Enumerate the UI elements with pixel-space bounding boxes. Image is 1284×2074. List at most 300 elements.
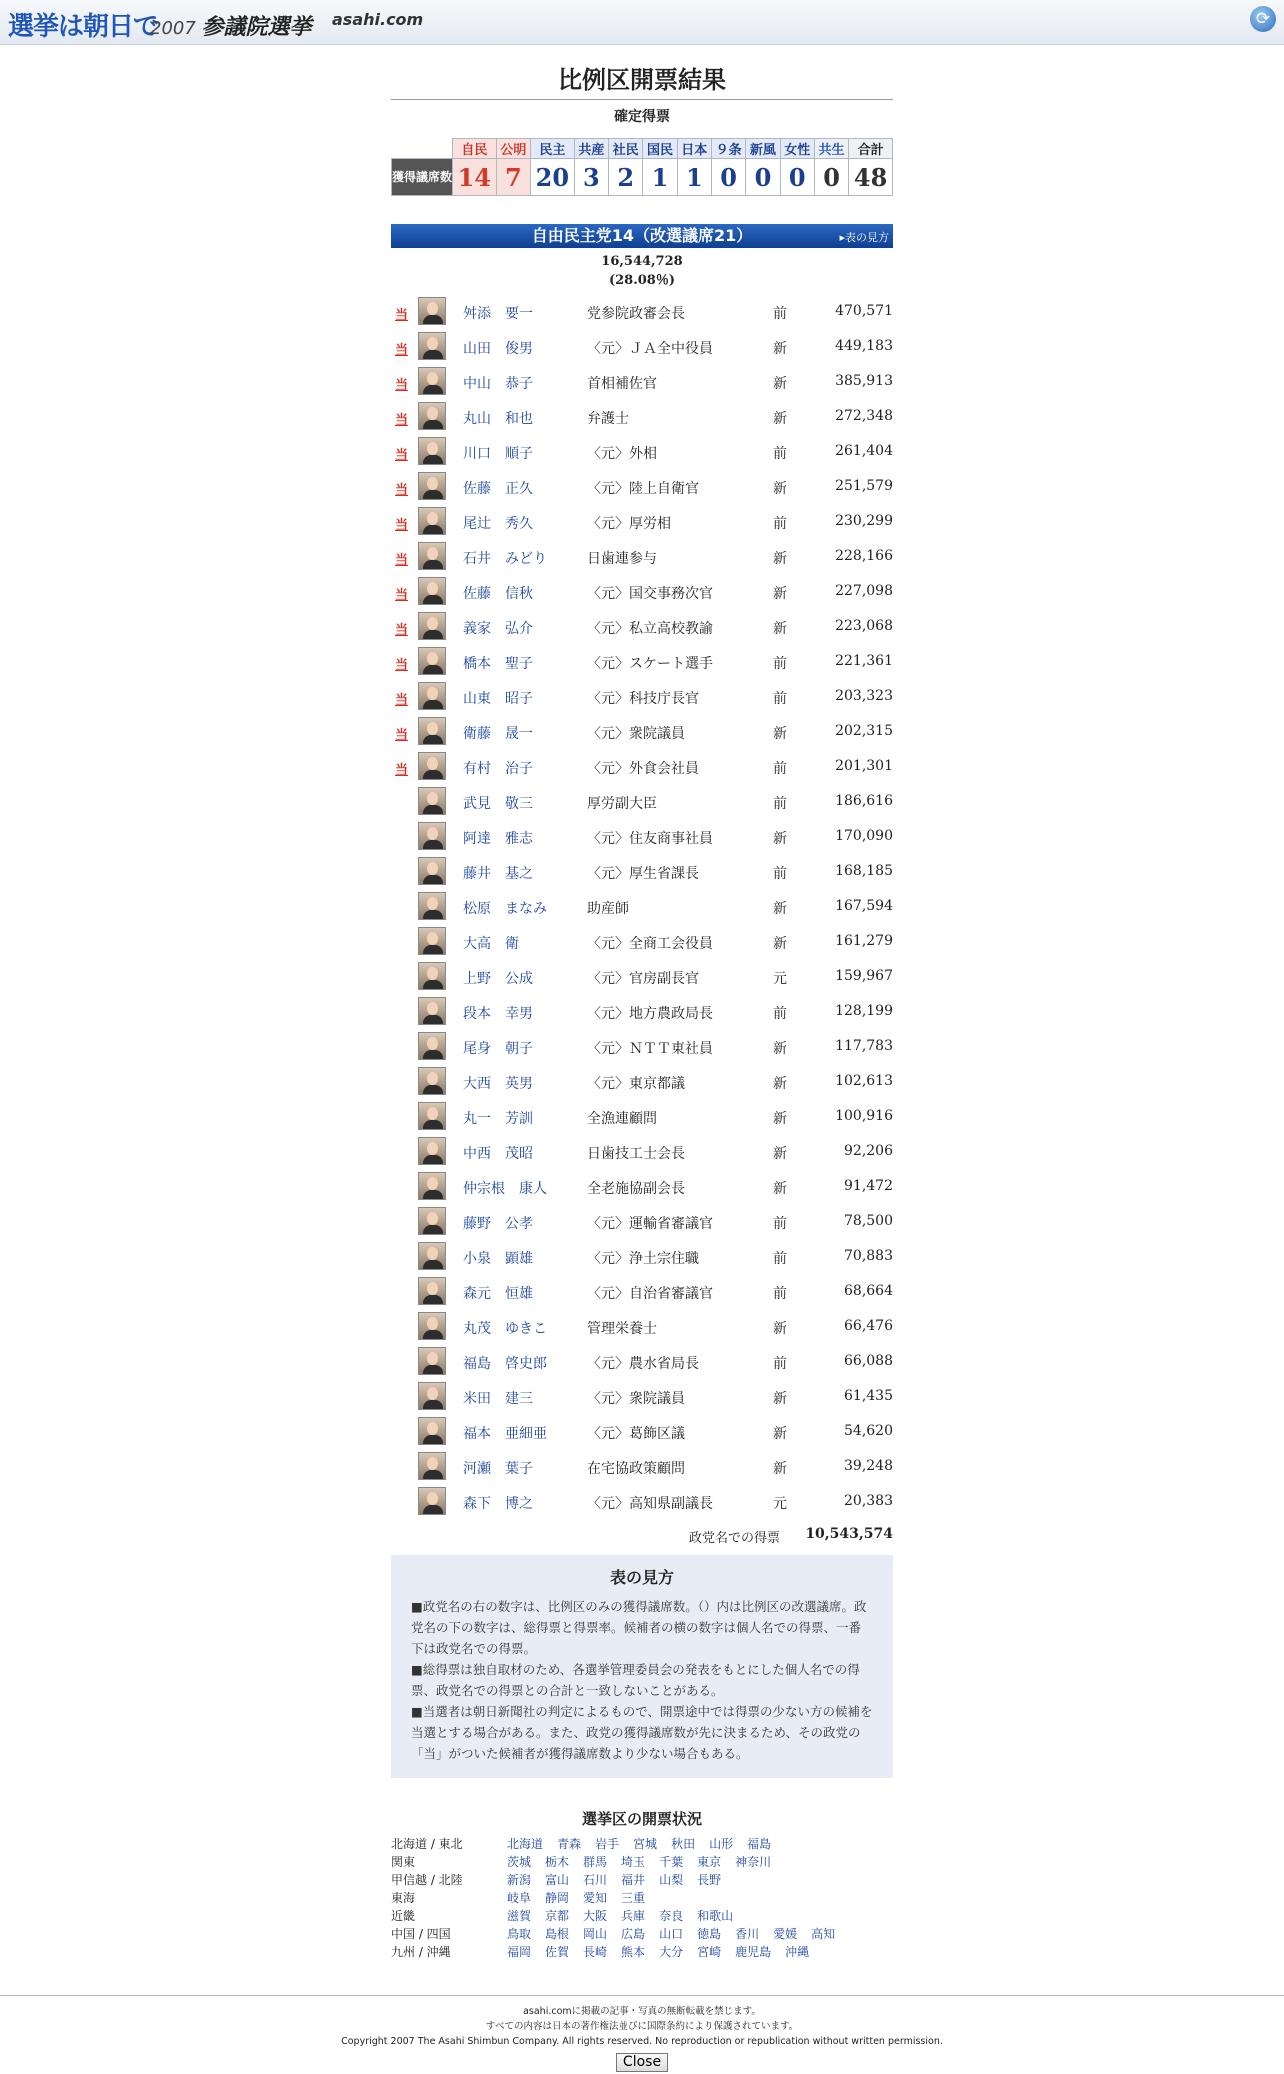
candidate-photo — [418, 332, 446, 360]
prefecture-link[interactable]: 鳥取 — [507, 1927, 532, 1941]
candidate-status: 新 — [773, 586, 787, 602]
party-header — [391, 224, 893, 248]
prefecture-link[interactable]: 佐賀 — [545, 1945, 570, 1959]
elected-mark: 当 — [395, 448, 409, 463]
candidate-votes: 78,500 — [844, 1213, 893, 1229]
district-rows — [391, 1835, 893, 1961]
candidate-photo — [418, 297, 446, 325]
candidate-name[interactable]: 川口 順子 — [463, 446, 533, 462]
candidate-photo — [418, 1487, 446, 1515]
prefecture-link[interactable]: 長野 — [697, 1873, 722, 1887]
candidate-photo — [418, 682, 446, 710]
event-logo — [150, 10, 312, 41]
candidate-photo — [418, 507, 446, 535]
prefecture-link[interactable]: 石川 — [583, 1873, 608, 1887]
party-header-cell: 合計 — [849, 139, 893, 159]
candidate-career: 〈元〉科技庁長官 — [587, 691, 699, 707]
party-header-cell: ９条 — [711, 139, 745, 159]
prefecture-link[interactable]: 福島 — [747, 1837, 772, 1851]
candidate-career: 〈元〉ＪＡ全中役員 — [587, 341, 713, 357]
prefecture-link[interactable]: 広島 — [621, 1927, 646, 1941]
candidate-status: 前 — [773, 1356, 787, 1372]
how-to-read-link[interactable]: ▸表の見方 — [839, 231, 889, 244]
prefecture-links — [507, 1925, 849, 1942]
candidate-career: 〈元〉東京都議 — [587, 1076, 685, 1092]
prefecture-link[interactable]: 青森 — [557, 1837, 582, 1851]
elected-mark: 当 — [395, 693, 409, 708]
candidate-row — [391, 399, 893, 434]
candidate-name[interactable]: 森下 博之 — [463, 1496, 533, 1512]
candidate-career: 〈元〉私立高校教諭 — [587, 621, 713, 637]
prefecture-link[interactable]: 福井 — [621, 1873, 646, 1887]
candidate-status: 新 — [773, 551, 787, 567]
candidate-name[interactable]: 福本 亜細亜 — [463, 1426, 547, 1442]
candidate-row — [391, 1169, 893, 1204]
candidate-name[interactable]: 藤野 公孝 — [463, 1216, 533, 1232]
candidate-name[interactable]: 丸茂 ゆきこ — [463, 1321, 547, 1337]
elected-mark: 当 — [395, 378, 409, 393]
candidate-votes: 91,472 — [844, 1178, 893, 1194]
candidate-status: 新 — [773, 341, 787, 357]
candidate-status: 新 — [773, 901, 787, 917]
candidate-status: 新 — [773, 1181, 787, 1197]
prefecture-link[interactable]: 大分 — [659, 1945, 684, 1959]
candidate-votes: 39,248 — [844, 1458, 893, 1474]
elected-mark: 当 — [395, 308, 409, 323]
prefecture-link[interactable]: 大阪 — [583, 1909, 608, 1923]
candidate-row — [391, 994, 893, 1029]
candidate-name[interactable]: 中山 恭子 — [463, 376, 533, 392]
candidate-photo — [418, 1382, 446, 1410]
prefecture-link[interactable]: 秋田 — [671, 1837, 696, 1851]
prefecture-link[interactable]: 沖縄 — [785, 1945, 810, 1959]
candidate-row — [391, 1134, 893, 1169]
prefecture-links — [507, 1835, 785, 1852]
candidate-career: 〈元〉外相 — [587, 446, 657, 462]
region-label: 九州 / 沖縄 — [391, 1945, 451, 1959]
party-header-cell: 公明 — [496, 139, 530, 159]
candidate-votes: 186,616 — [835, 793, 893, 809]
elected-mark: 当 — [395, 343, 409, 358]
candidate-votes: 221,361 — [835, 653, 893, 669]
candidate-name[interactable]: 段本 幸男 — [463, 1006, 533, 1022]
district-row — [391, 1835, 893, 1853]
candidate-status: 新 — [773, 376, 787, 392]
candidate-row — [391, 469, 893, 504]
district-row — [391, 1943, 893, 1961]
party-name-votes-row — [391, 1523, 893, 1553]
candidate-photo — [418, 1067, 446, 1095]
candidate-row — [391, 434, 893, 469]
candidate-career: 弁護士 — [587, 411, 629, 427]
candidate-name[interactable]: 福島 啓史郎 — [463, 1356, 547, 1372]
candidate-status: 新 — [773, 1076, 787, 1092]
candidate-career: 〈元〉浄土宗住職 — [587, 1251, 699, 1267]
candidate-status: 前 — [773, 306, 787, 322]
candidate-name[interactable]: 尾辻 秀久 — [463, 516, 533, 532]
legend-item: ■政党名の右の数字は、比例区のみの獲得議席数。（）内は比例区の改選議席。政党名の下の数字は、総得票と得票率。候補者の横の数字は個人名での得票、一番下は政党名での得票。 — [411, 1599, 867, 1656]
region-label: 北海道 / 東北 — [391, 1837, 463, 1851]
party-header-cell: 新風 — [746, 139, 780, 159]
party-name-votes-value: 10,543,574 — [805, 1526, 893, 1542]
candidate-career: 〈元〉高知県副議長 — [587, 1496, 713, 1512]
candidate-status: 前 — [773, 1006, 787, 1022]
prefecture-link[interactable]: 宮崎 — [697, 1945, 722, 1959]
footer — [0, 1995, 1284, 2072]
seats-header-row — [392, 139, 893, 159]
candidate-career: 〈元〉ＮＴＴ東社員 — [587, 1041, 713, 1057]
candidate-status: 新 — [773, 621, 787, 637]
legend-title: 表の見方 — [609, 1568, 674, 1587]
candidate-career: 全老施協副会長 — [587, 1181, 685, 1197]
party-seat-count: 1 — [643, 159, 677, 196]
candidate-photo — [418, 927, 446, 955]
candidate-name[interactable]: 大西 英男 — [463, 1076, 533, 1092]
candidate-row — [391, 679, 893, 714]
prefecture-link[interactable]: 愛知 — [583, 1891, 608, 1905]
candidate-photo — [418, 472, 446, 500]
candidate-name[interactable]: 有村 治子 — [463, 761, 533, 777]
candidate-name[interactable]: 松原 まなみ — [463, 901, 547, 917]
candidate-career: 〈元〉全商工会役員 — [587, 936, 713, 952]
candidate-photo — [418, 1207, 446, 1235]
legend-item: ■総得票は独自取材のため、各選挙管理委員会の発表をもとにした個人名での得票、政党名での得票との合計と一致しないことがある。 — [411, 1662, 860, 1698]
candidate-photo — [418, 1172, 446, 1200]
footer-line-2: すべての内容は日本の著作権法並びに国際条約により保護されています。 — [485, 2021, 799, 2032]
candidate-row — [391, 1414, 893, 1449]
candidate-votes: 385,913 — [835, 373, 893, 389]
seats-row-label — [392, 159, 453, 196]
prefecture-link[interactable]: 滋賀 — [507, 1909, 532, 1923]
asahi-logo[interactable]: asahi.com — [332, 10, 424, 29]
candidate-votes: 66,476 — [844, 1318, 893, 1334]
prefecture-link[interactable]: 鹿児島 — [735, 1945, 772, 1959]
candidate-votes: 100,916 — [835, 1108, 893, 1124]
party-seat-count: 0 — [711, 159, 745, 196]
candidate-name[interactable]: 米田 建三 — [463, 1391, 533, 1407]
candidate-career: 助産師 — [587, 901, 629, 917]
candidate-photo — [418, 752, 446, 780]
candidate-name[interactable]: 舛添 要一 — [463, 306, 533, 322]
candidate-row — [391, 1204, 893, 1239]
candidate-status: 新 — [773, 726, 787, 742]
candidate-career: 〈元〉衆院議員 — [587, 1391, 685, 1407]
candidate-status: 前 — [773, 446, 787, 462]
prefecture-link[interactable]: 岐阜 — [507, 1891, 532, 1905]
legend-box — [391, 1555, 893, 1778]
candidate-career: 〈元〉厚労相 — [587, 516, 671, 532]
elected-mark: 当 — [395, 658, 409, 673]
prefecture-link[interactable]: 北海道 — [507, 1837, 544, 1851]
elected-mark: 当 — [395, 553, 409, 568]
district-section — [391, 1808, 893, 1961]
prefecture-link[interactable]: 静岡 — [545, 1891, 570, 1905]
party-header-cell[interactable]: 共生 — [814, 139, 848, 159]
party-vote-percent: (28.08％) — [608, 273, 675, 288]
seats-value-row — [392, 159, 893, 196]
seats-row-label-text: 獲得議席数 — [392, 170, 453, 184]
candidate-name[interactable]: 山東 昭子 — [463, 691, 533, 707]
candidate-name[interactable]: 仲宗根 康人 — [463, 1181, 547, 1197]
candidate-votes: 203,323 — [835, 688, 893, 704]
prefecture-link[interactable]: 兵庫 — [621, 1909, 646, 1923]
prefecture-link[interactable]: 京都 — [545, 1909, 570, 1923]
candidate-row — [391, 1029, 893, 1064]
main-content — [391, 60, 893, 1961]
prefecture-link[interactable]: 山口 — [659, 1927, 684, 1941]
refresh-icon[interactable]: ⟳ — [1250, 6, 1276, 32]
seats-table — [391, 138, 893, 196]
prefecture-link[interactable]: 群馬 — [583, 1855, 608, 1869]
prefecture-link[interactable]: 山梨 — [659, 1873, 684, 1887]
candidate-votes: 227,098 — [835, 583, 893, 599]
candidate-votes: 449,183 — [835, 338, 893, 354]
prefecture-link[interactable]: 宮城 — [633, 1837, 658, 1851]
candidate-status: 新 — [773, 1146, 787, 1162]
party-header-cell: 自民 — [453, 139, 497, 159]
prefecture-link[interactable]: 愛媛 — [773, 1927, 798, 1941]
candidate-votes: 117,783 — [835, 1038, 893, 1054]
prefecture-link[interactable]: 岩手 — [595, 1837, 620, 1851]
party-seat-count: 3 — [574, 159, 608, 196]
candidate-status: 前 — [773, 1251, 787, 1267]
prefecture-link[interactable]: 長崎 — [583, 1945, 608, 1959]
candidate-row — [391, 1309, 893, 1344]
party-seat-count: 0 — [780, 159, 814, 196]
party-name-votes-label: 政党名での得票 — [689, 1531, 781, 1546]
candidate-photo — [418, 647, 446, 675]
candidate-votes: 272,348 — [835, 408, 893, 424]
elected-mark: 当 — [395, 483, 409, 498]
prefecture-link[interactable]: 島根 — [545, 1927, 570, 1941]
candidate-career: 在宅協政策顧問 — [587, 1461, 685, 1477]
prefecture-link[interactable]: 埼玉 — [621, 1855, 646, 1869]
candidate-name[interactable]: 武見 敬三 — [463, 796, 533, 812]
candidate-row — [391, 819, 893, 854]
candidate-list — [391, 294, 893, 1519]
region-label: 関東 — [391, 1855, 416, 1869]
prefecture-link[interactable]: 富山 — [545, 1873, 570, 1887]
candidate-name[interactable]: 尾身 朝子 — [463, 1041, 533, 1057]
prefecture-link[interactable]: 千葉 — [659, 1855, 684, 1869]
candidate-votes: 102,613 — [835, 1073, 893, 1089]
candidate-career: 〈元〉自治省審議官 — [587, 1286, 713, 1302]
prefecture-link[interactable]: 山形 — [709, 1837, 734, 1851]
candidate-photo — [418, 1277, 446, 1305]
candidate-career: 〈元〉国交事務次官 — [587, 586, 713, 602]
candidate-name[interactable]: 河瀬 葉子 — [463, 1461, 533, 1477]
candidate-photo — [418, 1242, 446, 1270]
candidate-votes: 228,166 — [835, 548, 893, 564]
party-seat-count: 0 — [746, 159, 780, 196]
candidate-name[interactable]: 森元 恒雄 — [463, 1286, 533, 1302]
page-subtitle: 確定得票 — [614, 109, 670, 125]
candidate-status: 新 — [773, 1321, 787, 1337]
candidate-career: 〈元〉陸上自衛官 — [587, 481, 699, 497]
candidate-status: 新 — [773, 1426, 787, 1442]
region-label: 近畿 — [391, 1909, 416, 1923]
candidate-name[interactable]: 佐藤 正久 — [463, 481, 533, 497]
seats-corner — [392, 139, 453, 159]
candidate-row — [391, 1099, 893, 1134]
candidate-career: 厚労副大臣 — [587, 796, 657, 812]
district-title: 選挙区の開票状況 — [581, 1810, 702, 1828]
prefecture-links — [507, 1907, 747, 1924]
candidate-name[interactable]: 阿達 雅志 — [463, 831, 533, 847]
candidate-name[interactable]: 丸一 芳訓 — [463, 1111, 533, 1127]
candidate-status: 前 — [773, 516, 787, 532]
candidate-votes: 168,185 — [835, 863, 893, 879]
candidate-name[interactable]: 義家 弘介 — [463, 621, 533, 637]
candidate-name[interactable]: 上野 公成 — [463, 971, 533, 987]
party-title: 自由民主党14（改選議席21） — [531, 226, 753, 245]
candidate-row — [391, 1239, 893, 1274]
candidate-photo — [418, 437, 446, 465]
candidate-status: 前 — [773, 691, 787, 707]
candidate-votes: 170,090 — [835, 828, 893, 844]
elected-mark: 当 — [395, 413, 409, 428]
logo-main-text: 選挙は朝日で — [8, 12, 159, 42]
candidate-photo — [418, 717, 446, 745]
candidate-status: 前 — [773, 656, 787, 672]
candidate-row — [391, 609, 893, 644]
party-header-cell: 日本 — [677, 139, 711, 159]
prefecture-link[interactable]: 徳島 — [697, 1927, 722, 1941]
candidate-career: 〈元〉住友商事社員 — [587, 831, 713, 847]
prefecture-link[interactable]: 栃木 — [545, 1855, 570, 1869]
site-logo[interactable] — [8, 6, 158, 43]
prefecture-link[interactable]: 福岡 — [507, 1945, 532, 1959]
candidate-status: 前 — [773, 1216, 787, 1232]
candidate-photo — [418, 962, 446, 990]
candidate-row — [391, 539, 893, 574]
prefecture-link[interactable]: 和歌山 — [697, 1909, 734, 1923]
candidate-row — [391, 714, 893, 749]
prefecture-link[interactable]: 三重 — [621, 1891, 646, 1905]
candidate-name[interactable]: 石井 みどり — [463, 551, 547, 567]
candidate-row — [391, 1064, 893, 1099]
candidate-photo — [418, 577, 446, 605]
district-row — [391, 1889, 893, 1907]
party-header-cell: 民主 — [531, 139, 575, 159]
candidate-photo — [418, 787, 446, 815]
candidate-photo — [418, 1312, 446, 1340]
elected-mark: 当 — [395, 588, 409, 603]
candidate-career: 〈元〉スケート選手 — [587, 656, 713, 672]
region-label: 東海 — [391, 1891, 416, 1905]
logo-year: 2007 — [150, 18, 196, 39]
party-header-cell: 共産 — [574, 139, 608, 159]
candidate-career: 〈元〉官房副長官 — [587, 971, 699, 987]
copyright: Copyright 2007 The Asahi Shimbun Company. All rights reserved. No reproduction or republication without written permission. — [341, 2036, 943, 2047]
candidate-votes: 201,301 — [835, 758, 893, 774]
candidate-status: 新 — [773, 1391, 787, 1407]
candidate-photo — [418, 1452, 446, 1480]
candidate-career: 党参院政審会長 — [587, 306, 685, 322]
candidate-row — [391, 889, 893, 924]
candidate-row — [391, 504, 893, 539]
prefecture-link[interactable]: 奈良 — [659, 1909, 684, 1923]
candidate-status: 元 — [773, 1496, 787, 1512]
candidate-name[interactable]: 橋本 聖子 — [463, 656, 533, 672]
prefecture-link[interactable]: 神奈川 — [735, 1855, 772, 1869]
candidate-status: 新 — [773, 481, 787, 497]
candidate-photo — [418, 612, 446, 640]
candidate-votes: 128,199 — [835, 1003, 893, 1019]
party-seat-count: 14 — [453, 159, 497, 196]
candidate-name[interactable]: 藤井 基之 — [463, 866, 533, 882]
party-seat-count: 2 — [609, 159, 643, 196]
candidate-name[interactable]: 山田 俊男 — [463, 341, 533, 357]
candidate-career: 〈元〉地方農政局長 — [587, 1006, 713, 1022]
prefecture-link[interactable]: 新潟 — [507, 1873, 532, 1887]
candidate-row — [391, 364, 893, 399]
legend-item: ■当選者は朝日新聞社の判定によるもので、開票途中では得票の少ない方の候補を当選とする場合がある。また、政党の獲得議席数が先に決まるため、その政党の「当」がついた候補者が獲得議席数より少ない場合もある。 — [411, 1704, 873, 1761]
prefecture-link[interactable]: 香川 — [735, 1927, 760, 1941]
candidate-career: 〈元〉葛飾区議 — [587, 1426, 685, 1442]
party-seat-count: 0 — [814, 159, 848, 196]
party-seat-count: 1 — [677, 159, 711, 196]
candidate-status: 前 — [773, 1286, 787, 1302]
prefecture-links — [507, 1871, 735, 1888]
candidate-career: 〈元〉厚生省課長 — [587, 866, 699, 882]
candidate-status: 元 — [773, 971, 787, 987]
prefecture-link[interactable]: 岡山 — [583, 1927, 608, 1941]
candidate-name[interactable]: 小泉 顕雄 — [463, 1251, 533, 1267]
candidate-status: 新 — [773, 936, 787, 952]
prefecture-link[interactable]: 茨城 — [507, 1855, 532, 1869]
prefecture-link[interactable]: 東京 — [697, 1855, 722, 1869]
page-title: 比例区開票結果 — [391, 60, 893, 100]
candidate-name[interactable]: 衛藤 晟一 — [463, 726, 533, 742]
candidate-votes: 251,579 — [835, 478, 893, 494]
candidate-votes: 223,068 — [835, 618, 893, 634]
prefecture-link[interactable]: 熊本 — [621, 1945, 646, 1959]
candidate-row — [391, 574, 893, 609]
candidate-votes: 68,664 — [844, 1283, 893, 1299]
prefecture-link[interactable]: 高知 — [811, 1927, 836, 1941]
district-row — [391, 1853, 893, 1871]
candidate-photo — [418, 1137, 446, 1165]
close-button[interactable]: Close — [616, 2053, 668, 2072]
candidate-career: 管理栄養士 — [587, 1321, 657, 1337]
party-header-cell: 女性 — [780, 139, 814, 159]
elected-mark: 当 — [395, 518, 409, 533]
candidate-votes: 92,206 — [844, 1143, 893, 1159]
candidate-career: 〈元〉農水省局長 — [587, 1356, 699, 1372]
candidate-name[interactable]: 大高 衛 — [463, 936, 519, 952]
candidate-status: 新 — [773, 831, 787, 847]
candidate-name[interactable]: 佐藤 信秋 — [463, 586, 533, 602]
candidate-row — [391, 959, 893, 994]
candidate-career: 全漁連顧問 — [587, 1111, 657, 1127]
candidate-votes: 61,435 — [844, 1388, 893, 1404]
candidate-photo — [418, 822, 446, 850]
candidate-row — [391, 1379, 893, 1414]
candidate-name[interactable]: 丸山 和也 — [463, 411, 533, 427]
candidate-photo — [418, 367, 446, 395]
candidate-status: 新 — [773, 1041, 787, 1057]
footer-line-1: asahi.comに掲載の記事・写真の無断転載を禁じます。 — [523, 2006, 761, 2017]
prefecture-links — [507, 1853, 785, 1870]
candidate-career: 日歯技工士会長 — [587, 1146, 685, 1162]
candidate-votes: 161,279 — [835, 933, 893, 949]
candidate-photo — [418, 1417, 446, 1445]
candidate-row — [391, 784, 893, 819]
candidate-votes: 167,594 — [835, 898, 893, 914]
prefecture-links — [507, 1889, 659, 1906]
candidate-name[interactable]: 中西 茂昭 — [463, 1146, 533, 1162]
